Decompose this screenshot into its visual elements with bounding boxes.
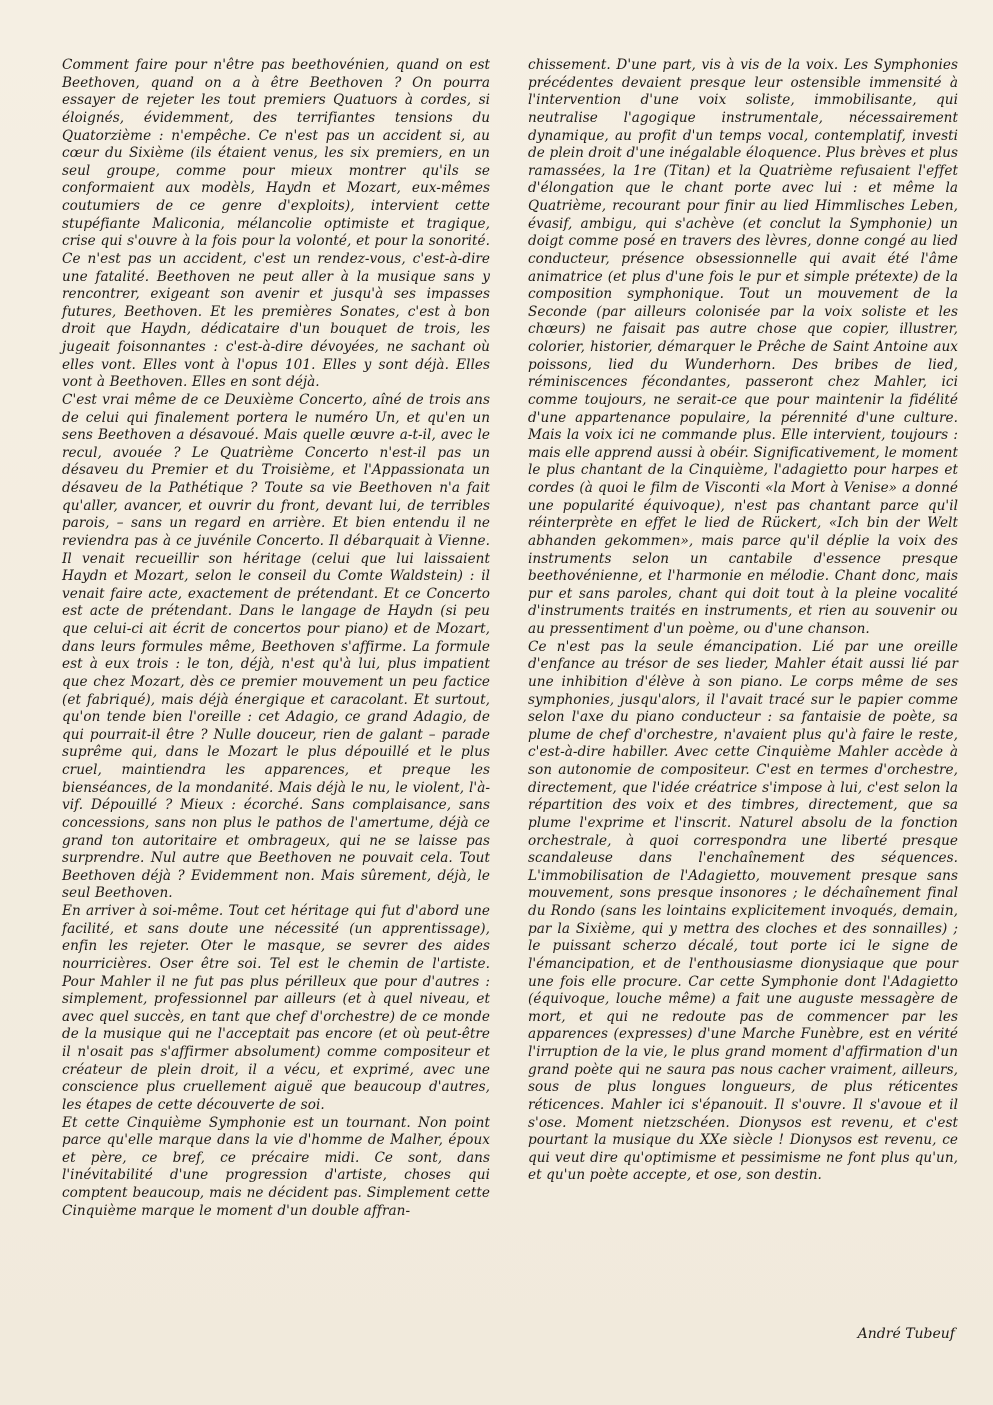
- paragraph: Comment faire pour n'être pas beethovénien, quand on est Beethoven, quand on a à être Beethoven ? On pourra essayer de rejeter les tout premiers Quatuors à cordes, si éloignés, évidemment, des terrifiantes tensions du Quatorzième : n'empêche. Ce n'est pas un accident si, au cœur du Sixième (ils étaient venus, les six premiers, en un seul groupe, comme pour mieux montrer qu'ils se conformaient aux modèls, Haydn et Mozart, eux-mêmes coutumiers de ce genre d'exploits), intervient cette stupéfiante Maliconia, mélancolie optimiste et tragique, crise qui s'ouvre à la fois pour la volonté, et pour la sonorité. Ce n'est pas un accident, c'est un rendez-vous, c'est-à-dire une fatalité. Beethoven ne peut aller à la musique sans y rencontrer, exigeant son avenir et jusqu'à ses impasses futures, Beethoven. Et les premières Sonates, c'est à bon droit que Haydn, dédicataire d'un bouquet de trois, les jugeait foisonnantes : c'est-à-dire dévoyées, ne sachant où elles vont. Elles vont à l'opus 101. Elles y sont déjà. Elles vont à Beethoven. Elles en sont déjà.: [62, 57, 490, 391]
- paragraph: En arriver à soi-même. Tout cet héritage qui fut d'abord une facilité, et sans doute une nécessité (un apprentissage), enfin les rejeter. Oter le masque, se sevrer des aides nourricières. Oser être soi. Tel est le chemin de l'artiste. Pour Mahler il ne fut pas plus périlleux que pour d'autres : simplement, professionnel par ailleurs (et à quel niveau, et avec quel succès, en tant que chef d'orchestre) de ce monde de la musique qui ne l'acceptait pas encore (et où peut-être il n'osait pas s'affirmer absolument) comme compositeur et créateur de plein droit, il a vécu, et exprimé, avec une conscience plus cruellement aiguë que beaucoup d'autres, les étapes de cette découverte de soi.: [62, 903, 490, 1113]
- right-text-column: [528, 57, 958, 1185]
- left-text-column: [62, 57, 490, 1220]
- paragraph: C'est vrai même de ce Deuxième Concerto, aîné de trois ans de celui qui finalement portera le numéro Un, et qu'en un sens Beethoven a désavoué. Mais quelle œuvre a-t-il, avec le recul, avouée ? Le Quatrième Concerto n'est-il pas un désaveu du Premier et du Troisième, et l'Appassionata un désaveu de la Pathétique ? Toute sa vie Beethoven n'a fait qu'aller, avancer, et ouvrir du front, devant lui, de terribles parois, – sans un regard en arrière. Et bien entendu il ne reviendra pas à ce juvénile Concerto. Il débarquait à Vienne. Il venait recueillir son héritage (celui que lui laissaient Haydn et Mozart, selon le conseil du Comte Waldstein) : il venait faire acte, exactement de prétendant. Et ce Concerto est acte de prétendant. Dans le langage de Haydn (si peu que celui-ci ait écrit de concertos pour piano) et de Mozart, dans leurs formules même, Beethoven s'affirme. La formule est à eux trois : le ton, déjà, n'est qu'à lui, plus impatient que chez Mozart, dès ce premier mouvement un peu factice (et fabriqué), mais déjà énergique et caracolant. Et surtout, qu'on tende bien l'oreille : cet Adagio, ce grand Adagio, de qui pourrait-il être ? Nulle douceur, rien de galant – parade suprême qui, dans le Mozart le plus dépouillé et le plus cruel, maintiendra les apparences, et preque les bienséances, de la mondanité. Mais déjà le nu, le violent, l'à-vif. Dépouillé ? Mieux : écorché. Sans complaisance, sans concessions, sans non plus le pathos de l'amertume, déjà ce grand ton autoritaire et ombrageux, qui ne se laisse pas surprendre. Nul autre que Beethoven ne pouvait cela. Tout Beethoven déjà ? Evidemment non. Mais sûrement, déjà, le seul Beethoven.: [62, 391, 490, 902]
- paragraph: Et cette Cinquième Symphonie est un tournant. Non point parce qu'elle marque dans la vie d'homme de Malher, époux et père, ce bref, ce précaire midi. Ce sont, dans l'inévitabilité d'une progression d'artiste, choses qui comptent beaucoup, mais ne décident pas. Simplement cette Cinquième marque le moment d'un double affran-: [62, 1114, 490, 1219]
- paragraph: chissement. D'une part, vis à vis de la voix. Les Symphonies précédentes devaient presque leur ostensible immensité à l'intervention d'une voix soliste, immobilisante, qui neutralise l'agogique instrumentale, nécessairement dynamique, au profit d'un temps vocal, contemplatif, investi de plein droit d'une inégalable éloquence. Plus brèves et plus ramassées, la 1re (Titan) et la Quatrième refusaient l'effet d'élongation que le chant porte avec lui : et même la Quatrième, recourant pour finir au lied Himmlisches Leben, évasif, ambigu, qui s'achève (et conclut la Symphonie) un doigt comme posé en travers des lèvres, donne congé au lied conducteur, présence obsessionnelle qui avait été l'âme animatrice (et plus d'une fois le pur et simple prétexte) de la composition symphonique. Tout un mouvement de la Seconde (par ailleurs colonisée par la voix soliste et les chœurs) ne faisait pas autre chose que copier, illustrer, colorier, historier, démarquer le Prêche de Saint Antoine aux poissons, lied du Wunderhorn. Des bribes de lied, réminiscences fécondantes, passeront chez Mahler, ici comme toujours, ne serait-ce que pour maintenir la fidélité d'une appartenance populaire, la pérennité d'une culture. Mais la voix ici ne commande plus. Elle intervient, toujours : mais elle apprend aussi à obéir. Significativement, le moment le plus chantant de la Cinquième, l'adagietto pour harpes et cordes (à quoi le film de Visconti «la Mort à Venise» a donné une popularité équivoque), n'est pas chantant parce qu'il réinterprète en effet le lied de Rückert, «Ich bin der Welt abhanden gekommen», mais parce qu'il déplie la voix des instruments selon un cantabile d'essence presque beethovénienne, et l'harmonie en mélodie. Chant donc, mais pur et sans paroles, chant qui doit tout à la pleine vocalité d'instruments traités en instruments, et rien au souvenir ou au pressentiment d'un poème, ou d'une chanson.: [528, 57, 958, 637]
- paragraph: Ce n'est pas la seule émancipation. Lié par une oreille d'enfance au trésor de ses lieder, Mahler était aussi lié par une inhibition d'élève à son piano. Le corps même de ses symphonies, jusqu'alors, il l'avait tracé sur le papier comme selon l'axe du piano conducteur : sa fantaisie de poète, sa plume de chef d'orchestre, n'avaient plus qu'à faire le reste, c'est-à-dire habiller. Avec cette Cinquième Mahler accède à son autonomie de compositeur. C'est en termes d'orchestre, directement, que l'idée créatrice s'impose à lui, c'est selon la répartition des voix et des timbres, directement, que sa plume l'exprime et l'inscrit. Naturel absolu de la fonction orchestrale, à quoi correspondra une liberté presque scandaleuse dans l'enchaînement des séquences. L'immobilisation de l'Adagietto, mouvement presque sans mouvement, sons presque insonores ; le déchaînement final du Rondo (sans les lointains explicitement invoqués, demain, par la Sixième, qui y mettra des cloches et des sonnailles) ; le puissant scherzo décalé, tout porte ici le signe de l'émancipation, et de l'enthousiasme dionysiaque que pour une fois elle procure. Car cette Symphonie dont l'Adagietto (équivoque, louche même) a fait une auguste messagère de mort, et qui ne redoute pas de commencer par les apparences (expresses) d'une Marche Funèbre, est en vérité l'irruption de la vie, le plus grand moment d'affirmation d'un grand poète qui ne saura pas nous cacher vraiment, ailleurs, sous de plus longues longueurs, de plus réticentes réticences. Mahler ici s'épanouit. Il s'ouvre. Il s'avoue et il s'ose. Moment nietzschéen. Dionysos est revenu, et c'est pourtant la musique du XXe siècle ! Dionysos est revenu, ce qui veut dire qu'optimisme et pessimisme ne font plus qu'un, et qu'un poète accepte, et ose, son destin.: [528, 638, 958, 1184]
- author-signature: André Tubeuf: [857, 1326, 955, 1342]
